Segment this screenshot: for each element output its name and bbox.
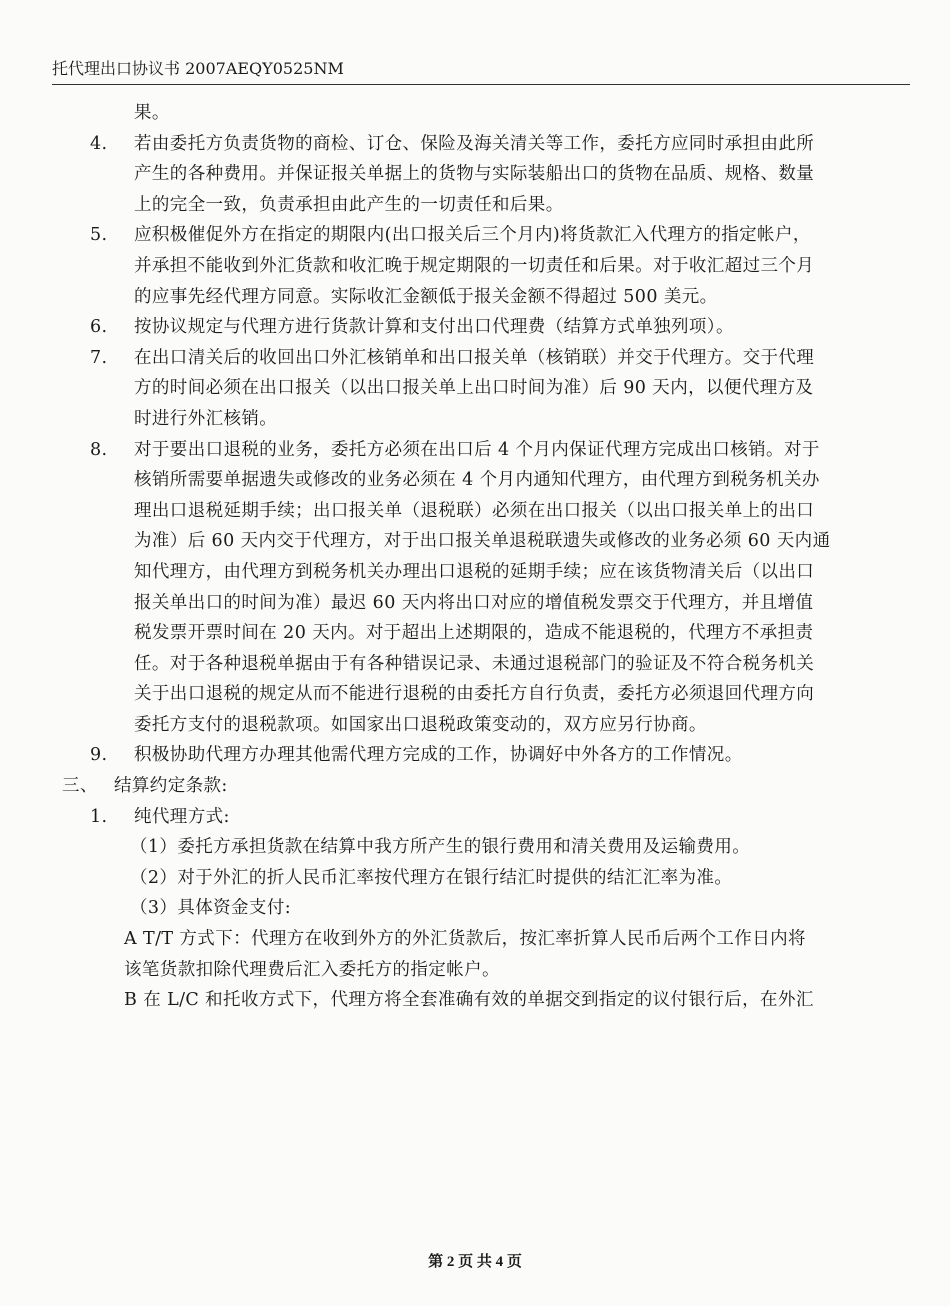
clause-continuation-line: 知代理方，由代理方到税务机关办理出口退税的延期手续；应在该货物清关后（以出口 [134, 561, 815, 582]
sub-item: （2）对于外汇的折人民币汇率按代理方在银行结汇时提供的结汇汇率为准。 [130, 867, 733, 888]
clause-number: 5. [90, 225, 108, 246]
clause-first-line: 若由委托方负责货物的商检、订仓、保险及海关清关等工作，委托方应同时承担由此所 [134, 133, 815, 154]
continuation-line: 果。 [134, 103, 170, 123]
sub-item: （1）委托方承担货款在结算中我方所产生的银行费用和清关费用及运输费用。 [130, 837, 751, 858]
clause-continuation-line: 核销所需要单据遗失或修改的业务必须在 4 个月内通知代理方，由代理方到税务机关办 [134, 470, 820, 491]
sub-item: （3）具体资金支付: [130, 898, 292, 919]
clause-continuation-line: 关于出口退税的规定从而不能进行退税的由委托方自行负责，委托方必须退回代理方向 [134, 684, 815, 705]
clause-continuation-line: 报关单出口的时间为准）最迟 60 天内将出口对应的增值税发票交于代理方，并且增值 [134, 592, 814, 613]
clause-continuation-line: 上的完全一致，负责承担由此产生的一切责任和后果。 [134, 194, 564, 215]
section-heading [52, 771, 864, 802]
document-header [52, 58, 910, 85]
clause-first-line: 对于要出口退税的业务，委托方必须在出口后 4 个月内保证代理方完成出口核销。对于 [134, 439, 820, 460]
section-number: 三、 [62, 776, 98, 797]
subsection-title: 纯代理方式: [134, 806, 230, 827]
clause-continuation-line: 并承担不能收到外汇货款和收汇晚于规定期限的一切责任和后果。对于收汇超过三个月 [134, 255, 815, 276]
clause-continuation-line: 产生的各种费用。并保证报关单据上的货物与实际装船出口的货物在品质、规格、数量 [134, 164, 815, 185]
clause-continuation-line: 理出口退税延期手续；出口报关单（退税联）必须在出口报关（以出口报关单上的出口 [134, 500, 815, 521]
clause-first-line: 积极协助代理方办理其他需代理方完成的工作，协调好中外各方的工作情况。 [134, 745, 743, 766]
clause-item [52, 220, 864, 251]
page-number: 第 2 页 共 4 页 [428, 1254, 522, 1270]
clause-number: 4. [90, 133, 108, 154]
clause-continuation-line: 任。对于各种退税单据由于有各种错误记录、未通过退税部门的验证及不符合税务机关 [134, 653, 815, 674]
clause-continuation-line: 为准）后 60 天内交于代理方，对于出口报关单退税联遗失或修改的业务必须 60 天内通 [134, 531, 831, 552]
clause-number: 8. [90, 439, 108, 460]
clause-item [52, 343, 864, 374]
clause-first-line: 在出口清关后的收回出口外汇核销单和出口报关单（核销联）并交于代理方。交于代理 [134, 347, 815, 368]
subsection-heading [52, 802, 864, 833]
clause-item [52, 435, 864, 466]
clause-number: 6. [90, 317, 108, 338]
clause-item [52, 740, 864, 771]
page-footer [0, 1250, 950, 1271]
header-title: 托代理出口协议书 2007AEQY0525NM [52, 59, 344, 78]
section-title: 结算约定条款: [114, 776, 228, 797]
clause-number: 7. [90, 347, 108, 368]
paragraph-a-line: A T/T 方式下：代理方在收到外方的外汇货款后，按汇率折算人民币后两个工作日内将 [124, 929, 806, 950]
clause-continuation-line: 时进行外汇核销。 [134, 408, 278, 429]
clause-continuation-line: 方的时间必须在出口报关（以出口报关单上出口时间为准）后 90 天内，以便代理方及 [134, 378, 814, 399]
clause-item [52, 312, 864, 343]
paragraph-a-line: 该笔货款扣除代理费后汇入委托方的指定帐户。 [124, 959, 500, 980]
clause-continuation-line: 委托方支付的退税款项。如国家出口退税政策变动的，双方应另行协商。 [134, 714, 707, 735]
clause-list [52, 129, 864, 771]
clause-item [52, 129, 864, 160]
clause-continuation-line: 的应事先经代理方同意。实际收汇金额低于报关金额不得超过 500 美元。 [134, 286, 718, 307]
document-body [52, 98, 864, 1016]
clause-continuation-line: 税发票开票时间在 20 天内。对于超出上述期限的，造成不能退税的，代理方不承担责 [134, 623, 814, 644]
clause-number: 9. [90, 745, 108, 766]
clause-first-line: 按协议规定与代理方进行货款计算和支付出口代理费（结算方式单独列项）。 [134, 317, 734, 338]
paragraph-b-line: B 在 L/C 和托收方式下，代理方将全套准确有效的单据交到指定的议付银行后，在外汇 [124, 990, 814, 1011]
clause-first-line: 应积极催促外方在指定的期限内(出口报关后三个月内)将货款汇入代理方的指定帐户， [134, 225, 811, 246]
subsection-number: 1. [90, 806, 108, 827]
